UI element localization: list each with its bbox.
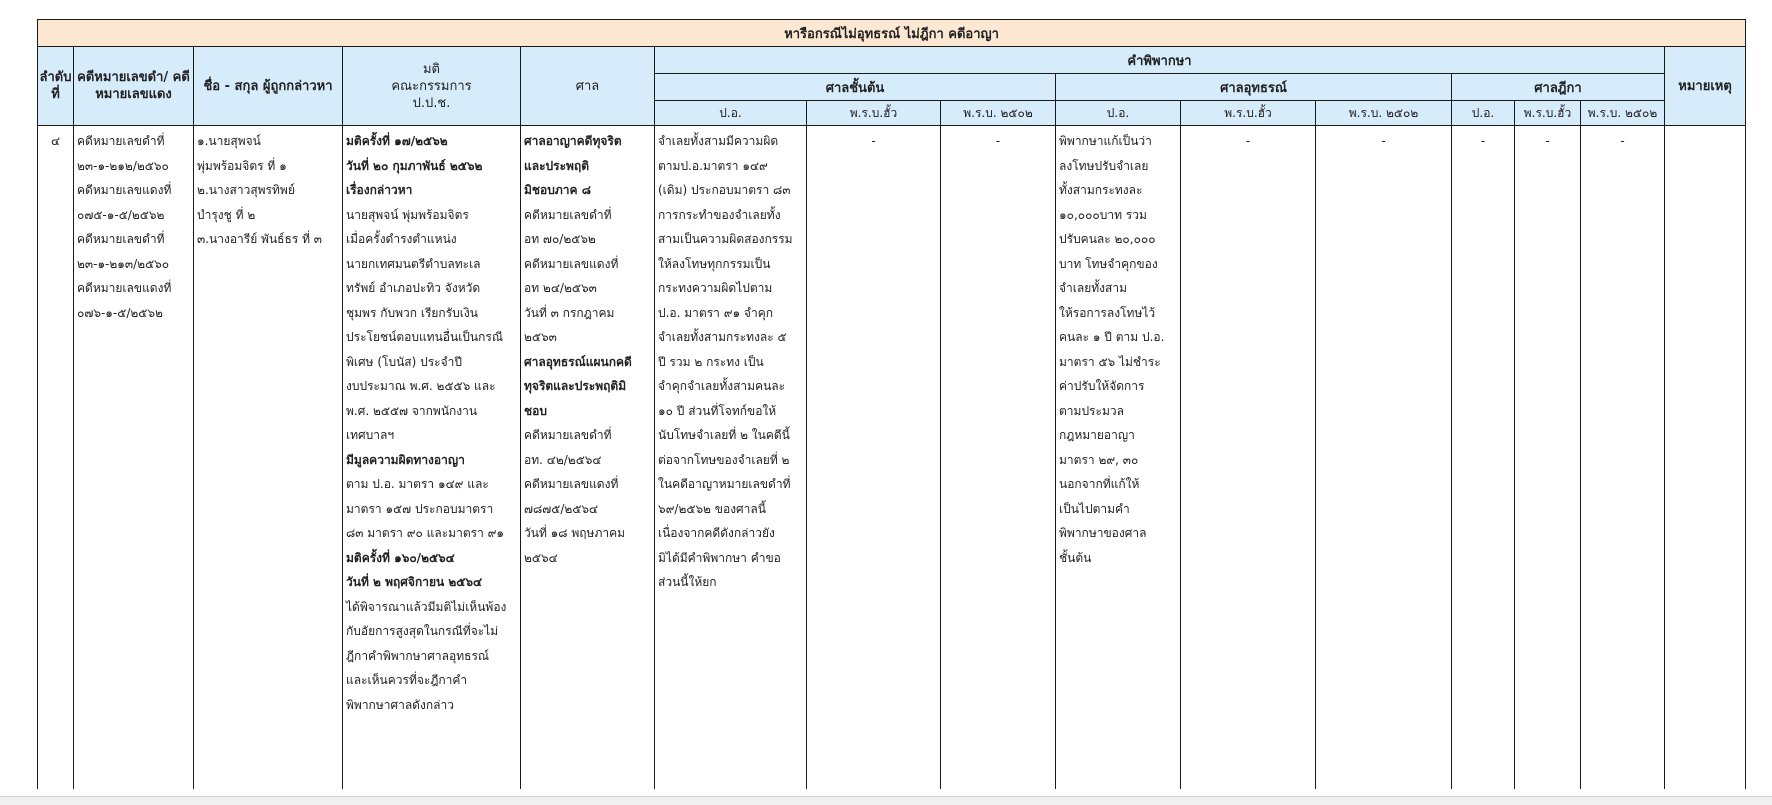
text-line: วันที่ ๒ พฤศจิกายน ๒๕๖๔ <box>346 575 483 589</box>
text-line: คดีหมายเลขดำที่ <box>77 232 165 246</box>
text-line: ชั้นต้น <box>1059 550 1092 565</box>
text-line: เรื่องกล่าวหา <box>346 183 413 197</box>
text-line: คดีหมายเลขดำที่ <box>524 428 612 442</box>
text-line: พิพากษาแก้เป็นว่า <box>1059 134 1152 148</box>
header-first-pr-2502: พ.ร.บ. ๒๕๐๒ <box>941 101 1056 126</box>
text-line: ฎีกาคำพิพากษาศาลอุทธรณ์ <box>346 648 490 663</box>
text-line: มีมูลความผิดทางอาญา <box>346 452 465 467</box>
text-line: ๗๘๗๕/๒๕๖๔ <box>524 501 599 516</box>
cell-case-number <box>74 126 194 790</box>
header-supreme-pr-ua: พ.ร.บ.ฮั้ว <box>1515 101 1581 126</box>
header-first-po: ป.อ. <box>655 101 807 126</box>
cell-remark <box>1665 126 1746 790</box>
text-line: วันที่ ๒๐ กุมภาพันธ์ ๒๕๖๒ <box>346 158 483 173</box>
text-line: นายสุพจน์ พุ่มพร้อมจิตร <box>346 207 469 222</box>
text-line: ต่อจากโทษของจำเลยที่ ๒ <box>658 452 790 467</box>
text-line: ๐๗๖-๑-๕/๒๕๖๒ <box>77 305 163 320</box>
text-line: ๑๐ ปี ส่วนที่โจทก์ขอให้ <box>658 403 777 418</box>
cell-resolution <box>343 126 521 790</box>
text-line: คดีหมายเลขแดงที่ <box>77 281 172 295</box>
text-line: คดีหมายเลขดำที่ <box>77 134 165 148</box>
text-line: จำเลยทั้งสามมีความผิด <box>658 134 779 148</box>
title-row <box>38 20 1746 47</box>
header-resolution-line1: มติ <box>422 61 440 77</box>
text-line: ๖๙/๒๕๖๒ ของศาลนี้ <box>658 501 766 516</box>
cell-first-pr-2502: - <box>941 126 1056 790</box>
text-line: ทุจริตและประพฤติมิ <box>524 379 627 393</box>
text-line: มติครั้งที่ ๑๖๐/๒๕๖๔ <box>346 550 455 565</box>
text-line: ค่าปรับให้จัดการ <box>1059 379 1145 393</box>
text-line: การกระทำของจำเลยทั้ง <box>658 207 781 222</box>
text-line: ตาม ป.อ. มาตรา ๑๔๙ และ <box>346 477 489 491</box>
header-supreme-po: ป.อ. <box>1452 101 1515 126</box>
cell-appeal-pr-2502: - <box>1316 126 1452 790</box>
header-supreme-pr-2502: พ.ร.บ. ๒๕๐๒ <box>1581 101 1665 126</box>
table-title: หารือกรณีไม่อุทธรณ์ ไม่ฎีกา คดีอาญา <box>38 20 1746 47</box>
header-appeal-po: ป.อ. <box>1056 101 1181 126</box>
text-line: ชอบ <box>524 403 547 418</box>
text-line: ศาลอาญาคดีทุจริต <box>524 134 622 148</box>
text-line: คนละ ๑ ปี ตาม ป.อ. <box>1059 330 1165 344</box>
text-line: ๒๕๖๔ <box>524 550 558 565</box>
header-appeal-court: ศาลอุทธรณ์ <box>1056 74 1452 101</box>
header-remark: หมายเหตุ <box>1665 47 1746 126</box>
header-supreme-court: ศาลฎีกา <box>1452 74 1665 101</box>
header-row-1 <box>38 47 1746 74</box>
header-resolution <box>343 47 521 126</box>
text-line: ๒.นางสาวสุพรทิพย์ <box>197 183 295 197</box>
text-line: วันที่ ๑๘ พฤษภาคม <box>524 526 626 540</box>
text-line: มติครั้งที่ ๑๗/๒๕๖๒ <box>346 134 448 148</box>
text-line: กับอัยการสูงสุดในกรณีที่จะไม่ <box>346 624 499 638</box>
text-line: จำคุกจำเลยทั้งสามคนละ <box>658 379 786 393</box>
text-line: คดีหมายเลขดำที่ <box>524 207 612 222</box>
text-line: นายกเทศมนตรีตำบลทะเล <box>346 256 481 271</box>
text-line: ลงโทษปรับจำเลย <box>1059 158 1149 173</box>
text-line: ในคดีอาญาหมายเลขดำที่ <box>658 477 791 491</box>
cell-no: ๔ <box>38 126 74 790</box>
text-line: ชุมพร กับพวก เรียกรับเงิน <box>346 305 478 320</box>
case-table <box>37 19 1746 789</box>
text-line: จำเลยทั้งสาม <box>1059 281 1127 295</box>
cell-appeal-pr-ua: - <box>1181 126 1316 790</box>
header-no: ลำดับ ที่ <box>38 47 74 126</box>
text-line: เป็นไปตามคำ <box>1059 501 1130 516</box>
cell-appeal-po <box>1056 126 1181 790</box>
header-appeal-pr-2502: พ.ร.บ. ๒๕๐๒ <box>1316 101 1452 126</box>
text-line: ๒๓-๑-๒๑๒/๒๕๖๐ <box>77 158 169 173</box>
text-line: จำเลยทั้งสามกระทงละ ๕ <box>658 330 787 344</box>
header-first-pr-ua: พ.ร.บ.ฮั้ว <box>807 101 941 126</box>
cell-court <box>521 126 655 790</box>
text-line: อท ๒๔/๒๕๖๓ <box>524 281 597 295</box>
text-line: ๒๕๖๓ <box>524 330 557 344</box>
text-line: กฎหมายอาญา <box>1059 428 1135 442</box>
text-line: และประพฤติ <box>524 158 590 173</box>
text-line: มาตรา ๒๙, ๓๐ <box>1059 452 1139 467</box>
cell-supreme-po: - <box>1452 126 1515 790</box>
text-line: พิพากษาของศาล <box>1059 526 1147 540</box>
text-line: ทรัพย์ อำเภอปะทิว จังหวัด <box>346 281 481 295</box>
header-accused-name: ชื่อ - สกุล ผู้ถูกกล่าวหา <box>194 47 343 126</box>
text-line: วันที่ ๓ กรกฎาคม <box>524 305 615 320</box>
text-line: นอกจากที่แก้ให้ <box>1059 477 1140 491</box>
text-line: ป.อ. มาตรา ๙๑ จำคุก <box>658 305 773 320</box>
text-line: ตามประมวล <box>1059 403 1124 418</box>
header-judgment: คำพิพากษา <box>655 47 1665 74</box>
text-line: อท. ๔๒/๒๕๖๔ <box>524 452 602 467</box>
header-first-court: ศาลชั้นต้น <box>655 74 1056 101</box>
text-line: คดีหมายเลขแดงที่ <box>524 256 619 271</box>
text-line: คดีหมายเลขแดงที่ <box>524 477 619 491</box>
header-resolution-line3: ป.ป.ช. <box>412 95 451 111</box>
text-line: ๑.นายสุพจน์ <box>197 134 261 148</box>
text-line: ส่วนนี้ให้ยก <box>658 575 717 589</box>
cell-first-po <box>655 126 807 790</box>
text-line: ปรับคนละ ๒๐,๐๐๐ <box>1059 232 1156 246</box>
text-line: พิพากษาศาลดังกล่าว <box>346 697 454 712</box>
text-line: พ.ศ. ๒๕๕๗ จากพนักงาน <box>346 403 478 418</box>
text-line: เมื่อครั้งดำรงตำแหน่ง <box>346 232 457 246</box>
document-sheet <box>37 19 1745 804</box>
text-line: คดีหมายเลขแดงที่ <box>77 183 172 197</box>
text-line: มิได้มีคำพิพากษา คำขอ <box>658 550 781 565</box>
header-appeal-pr-ua: พ.ร.บ.ฮั้ว <box>1181 101 1316 126</box>
text-line: มาตรา ๑๕๗ ประกอบมาตรา <box>346 501 494 516</box>
text-line: ๑๐,๐๐๐บาท รวม <box>1059 207 1147 222</box>
text-line: นับโทษจำเลยที่ ๒ ในคดีนี้ <box>658 428 790 442</box>
text-line: อท ๗๐/๒๕๖๒ <box>524 232 596 246</box>
text-line: ได้พิจารณาแล้วมีมติไม่เห็นพ้อง <box>346 599 507 614</box>
text-line: บาท โทษจำคุกของ <box>1059 256 1158 271</box>
table-row <box>38 126 1746 790</box>
header-case-number: คดีหมายเลขดำ/ คดีหมายเลขแดง <box>74 47 194 126</box>
text-line: กระทงความผิดไปตาม <box>658 281 773 295</box>
text-line: พิเศษ (โบนัส) ประจำปี <box>346 354 463 369</box>
text-line: และเห็นควรที่จะฎีกาคำ <box>346 673 468 687</box>
text-line: พุ่มพร้อมจิตร ที่ ๑ <box>197 158 287 173</box>
text-line: ๓.นางอารีย์ พันธ์ธร ที่ ๓ <box>197 232 323 246</box>
text-line: ๐๗๕-๑-๕/๒๕๖๒ <box>77 207 165 222</box>
text-line: ให้ลงโทษทุกกรรมเป็น <box>658 256 771 271</box>
text-line: งบประมาณ พ.ศ. ๒๕๕๖ และ <box>346 379 496 393</box>
text-line: ๘๓ มาตรา ๙๐ และมาตรา ๙๑ <box>346 526 505 540</box>
text-line: เทศบาลฯ <box>346 428 395 442</box>
cell-supreme-pr-2502: - <box>1581 126 1665 790</box>
text-line: (เดิม) ประกอบมาตรา ๘๓ <box>658 183 791 197</box>
text-line: ทั้งสามกระทงละ <box>1059 183 1143 197</box>
text-line: ศาลอุทธรณ์แผนกคดี <box>524 354 632 369</box>
text-line: บำรุงชู ที่ ๒ <box>197 207 256 222</box>
cell-supreme-pr-ua: - <box>1515 126 1581 790</box>
text-line: ประโยชน์ตอบแทนอื่นเป็นกรณี <box>346 330 503 344</box>
text-line: ให้รอการลงโทษไว้ <box>1059 305 1156 320</box>
text-line: ๒๓-๑-๒๑๓/๒๕๖๐ <box>77 256 170 271</box>
text-line: สามเป็นความผิดสองกรรม <box>658 232 793 246</box>
cell-accused-name <box>194 126 343 790</box>
text-line: มิชอบภาค ๘ <box>524 183 591 197</box>
cell-first-pr-ua: - <box>807 126 941 790</box>
text-line: มาตรา ๕๖ ไม่ชำระ <box>1059 354 1161 369</box>
header-court: ศาล <box>521 47 655 126</box>
text-line: ปี รวม ๒ กระทง เป็น <box>658 354 764 369</box>
header-resolution-line2: คณะกรรมการ <box>391 78 472 94</box>
text-line: ตามป.อ.มาตรา ๑๔๙ <box>658 158 768 173</box>
text-line: เนื่องจากคดีดังกล่าวยัง <box>658 526 775 540</box>
